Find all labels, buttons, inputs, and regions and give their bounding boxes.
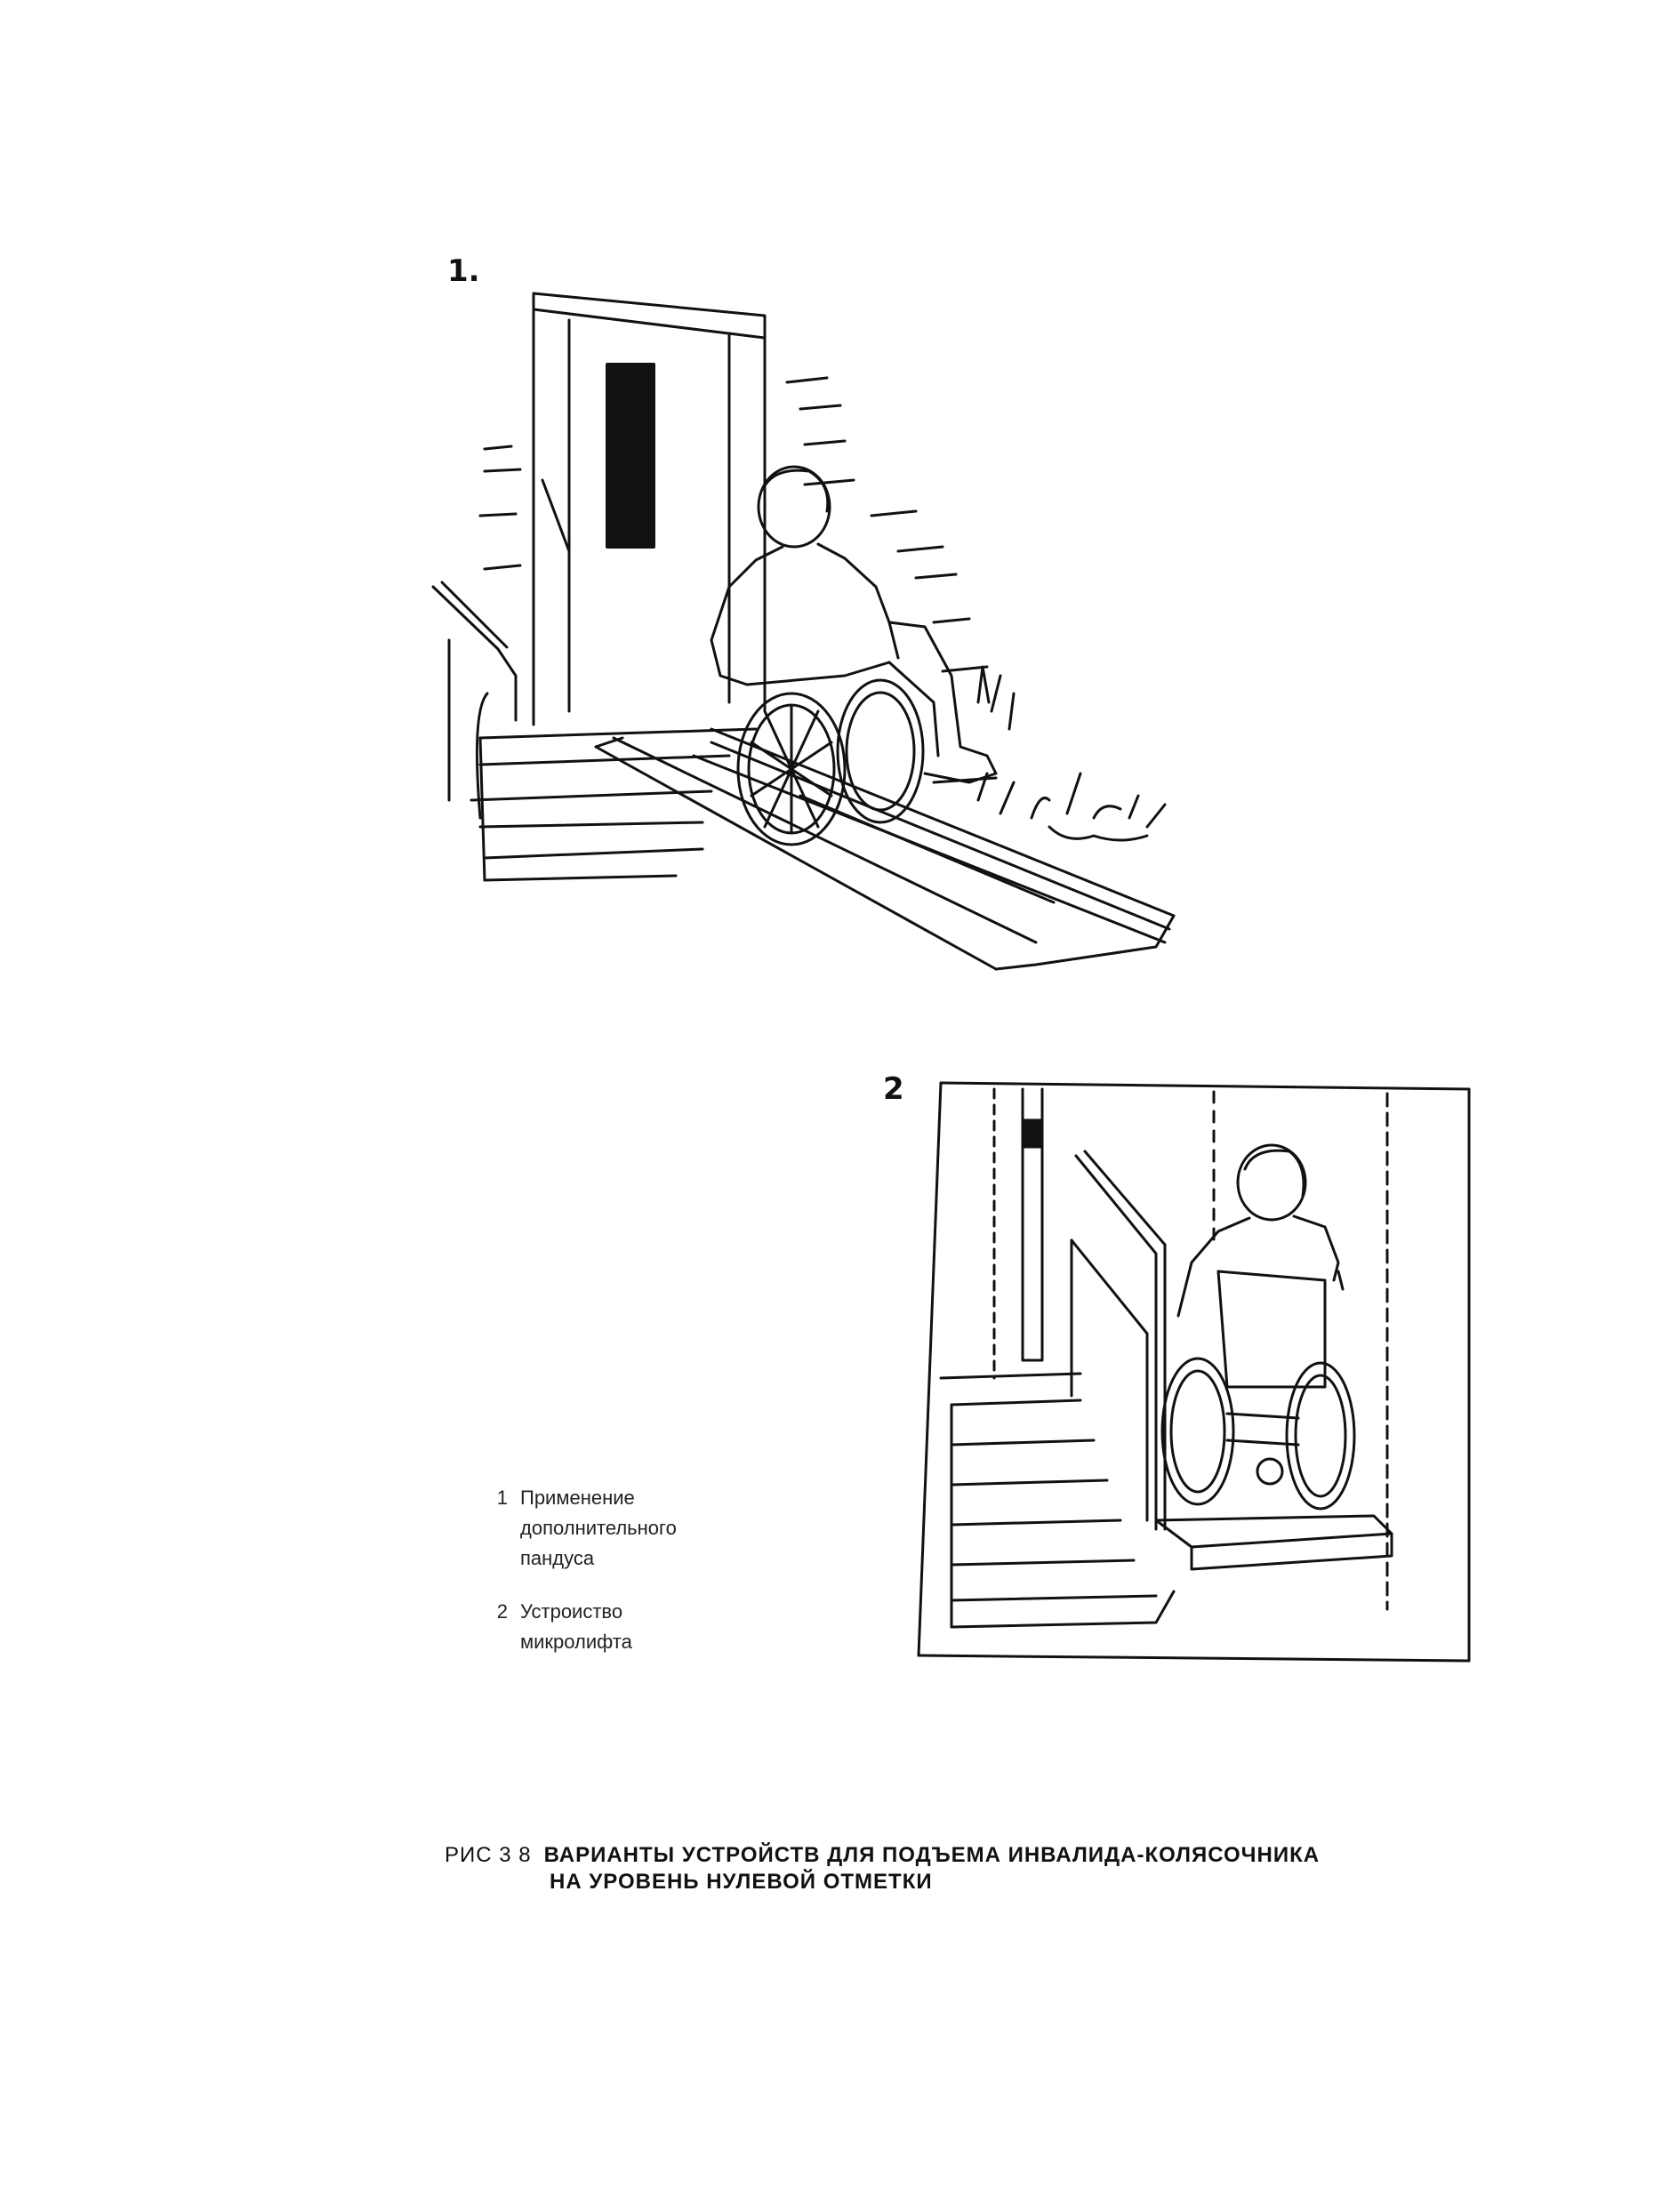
caption-line-1: ВАРИАНТЫ УСТРОЙСТВ ДЛЯ ПОДЪЕМА ИНВАЛИДА-КОЛЯСОЧНИКА <box>543 1843 1321 1867</box>
legend-item-number: 2 <box>496 1600 508 1623</box>
figure-1-number: 1. <box>447 253 480 289</box>
figure-legend <box>494 1483 677 1680</box>
legend-item-2 <box>494 1597 677 1657</box>
legend-item-text: Устроиство микролифта <box>520 1600 632 1653</box>
figure-2-number: 2 <box>883 1071 904 1107</box>
figure-caption <box>445 1842 1320 1895</box>
legend-item-text: Применение дополнительного пандуса <box>520 1487 677 1569</box>
caption-line-2: НА УРОВЕНЬ НУЛЕВОЙ ОТМЕТКИ <box>550 1870 933 1894</box>
legend-item-1 <box>494 1483 677 1574</box>
legend-item-number: 1 <box>496 1487 508 1509</box>
caption-prefix: РИС 3 8 <box>445 1843 532 1867</box>
